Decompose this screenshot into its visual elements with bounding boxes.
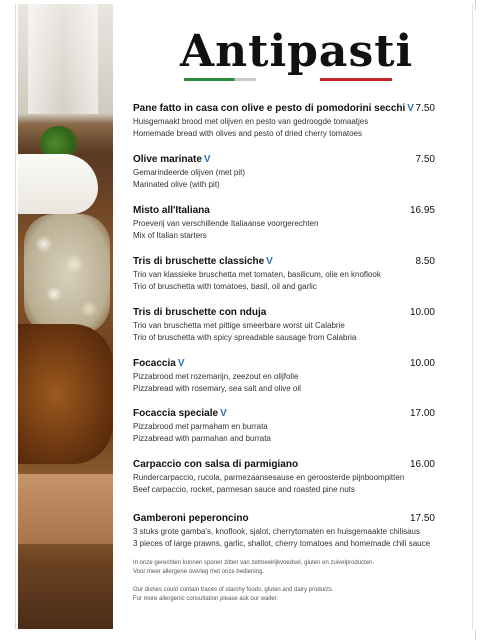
- item-price: 10.00: [409, 358, 435, 369]
- crop-mark: [467, 630, 476, 640]
- item-name: Focaccia speciale: [133, 408, 219, 419]
- item-description-en: 3 pieces of large prawns, garlic, shallot, cherry tomatoes and homemade chili sauce: [133, 539, 431, 548]
- item-description-nl: Rundercarpaccio, rucola, parmezaansesause en geroosterde pijnboompitten: [133, 473, 405, 482]
- item-name: Tris di bruschette con nduja: [133, 307, 267, 318]
- item-description-nl: Proeverij van verschillende Italiaanse voorgerechten: [133, 219, 319, 228]
- item-description-nl: Pizzabrood met rozemarijn, zeezout en olijfolie: [133, 372, 299, 381]
- item-name: Gamberoni peperoncino: [133, 513, 249, 524]
- menu-item: [133, 307, 453, 344]
- vegetarian-mark: V: [407, 103, 414, 114]
- item-name: Olive marinate: [133, 154, 202, 165]
- flag-stripe-green: [184, 78, 256, 81]
- bread-slice: [18, 324, 113, 464]
- bruschetta-topping: [24, 214, 110, 334]
- glass-shape: [28, 4, 98, 114]
- item-description-nl: Huisgemaakt brood met olijven en pesto van gedroogde tomaatjes: [133, 117, 369, 126]
- menu-item: [133, 154, 453, 191]
- item-description-nl: Trio van klassieke bruschetta met tomaten, basilicum, olie en knoflook: [133, 270, 381, 279]
- item-description-en: Mix of Italian starters: [133, 231, 207, 240]
- menu-item: [133, 459, 453, 496]
- item-description-en: Pizzabread with parmahan and burrata: [133, 434, 271, 443]
- item-price: 17.00: [409, 408, 435, 419]
- allergen-note-line: For more allergenic consultation please ask our waiter.: [133, 596, 279, 602]
- vegetarian-mark: V: [220, 408, 227, 419]
- item-description-en: Marinated olive (with pit): [133, 180, 220, 189]
- item-price: 17.50: [409, 513, 435, 524]
- menu-item: [133, 256, 453, 293]
- allergen-note-line: Voor meer allergene overleg met onze bediening.: [133, 569, 265, 575]
- allergen-note-line: In onze gerechten kunnen sporen zitten van zetmeelrijkvoedsel, gluten en zuivelproducten.: [133, 560, 375, 566]
- item-description-en: Trio of bruschetta with spicy spreadable sausage from Calabria: [133, 333, 357, 342]
- allergen-note-line: Our dishes could contain traces of starchy foods, gluten and dairy products.: [133, 587, 334, 593]
- item-price: 16.95: [409, 205, 435, 216]
- item-name: Carpaccio con salsa di parmigiano: [133, 459, 299, 470]
- food-photo: [18, 4, 113, 629]
- menu-item: [133, 205, 453, 242]
- item-description-en: Homemade bread with olives and pesto of dried cherry tomatoes: [133, 129, 363, 138]
- crop-mark: [467, 0, 476, 10]
- item-description-en: Beef carpaccio, rocket, parmesan sauce and roasted pine nuts: [133, 485, 355, 494]
- item-description-nl: Gemarindeerde olijven (met pit): [133, 168, 246, 177]
- vegetarian-mark: V: [203, 154, 211, 165]
- item-description-nl: Pizzabrood met parmaham en burrata: [133, 422, 268, 431]
- allergen-note-nl: [133, 559, 453, 577]
- item-description-en: Pizzabread with rosemary, sea salt and olive oil: [133, 384, 301, 393]
- item-description-nl: 3 stuks grote gamba's, knoflook, sjalot, cherrytomaten en huisgemaakte chilisaus: [133, 527, 421, 536]
- menu-title: Antipasti: [180, 26, 414, 77]
- menu-item: [133, 513, 453, 550]
- vegetarian-mark: V: [177, 358, 185, 369]
- vegetarian-mark: V: [266, 256, 273, 267]
- item-name: Tris di bruschette classiche: [133, 256, 265, 267]
- item-name: Pane fatto in casa con olive e pesto di pomodorini secchi: [133, 103, 406, 114]
- wooden-board: [18, 474, 113, 544]
- item-price: 10.00: [409, 307, 435, 318]
- item-price: 7.50: [415, 154, 435, 165]
- item-description-nl: Trio van bruschetta met pittige smeerbare worst uit Calabrie: [133, 321, 345, 330]
- menu-item: [133, 358, 453, 395]
- item-name: Misto all'Italiana: [133, 205, 210, 216]
- flag-stripe-red: [320, 78, 392, 81]
- allergen-note-en: [133, 586, 453, 604]
- item-description-en: Trio of bruschetta with tomatoes, basil, oil and garlic: [133, 282, 317, 291]
- item-price: 8.50: [415, 256, 435, 267]
- item-price: 7.50: [415, 103, 435, 114]
- menu-item: [133, 103, 453, 140]
- menu-item: [133, 408, 453, 445]
- cheese-slice: [18, 154, 98, 214]
- item-name: Focaccia: [133, 358, 176, 369]
- item-price: 16.00: [409, 459, 435, 470]
